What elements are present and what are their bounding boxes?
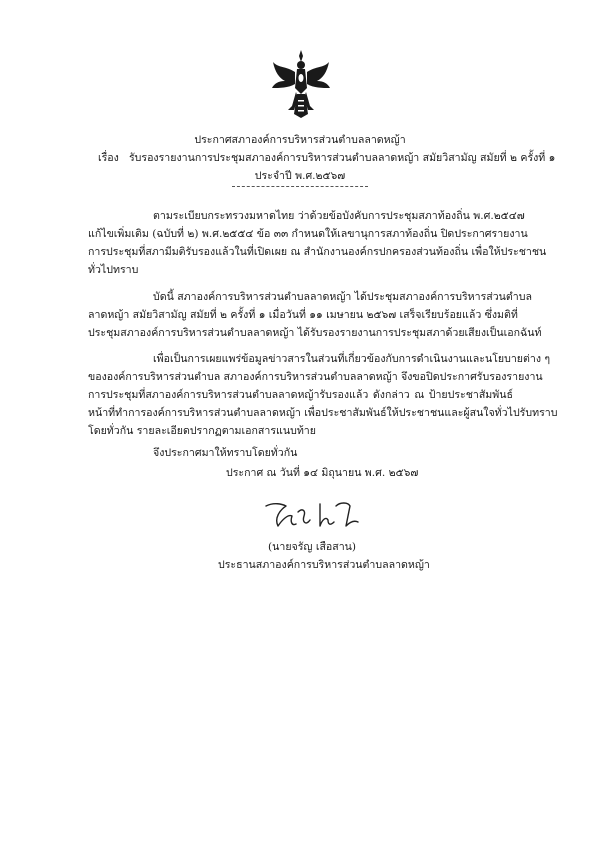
paragraph-1-line-1: ตามระเบียบกระทรวงมหาดไทย ว่าด้วยข้อบังคับการประชุมสภาท้องถิ่น พ.ศ.๒๕๔๗ [153,210,525,222]
paragraph-3-line-4: หน้าที่ทำการองค์การบริหารส่วนตำบลลาดหญ้า เพื่อประชาสัมพันธ์ให้ประชาชนและผู้สนใจทั่วไปรับทราบ [88,407,558,419]
paragraph-1-line-3: การประชุมที่สภามีมติรับรองแล้วในที่เปิดเผย ณ สำนักงานองค์กรปกครองส่วนท้องถิ่น เพื่อให้ประชาชน [88,246,547,258]
subject-label: เรื่อง [98,152,119,164]
closing-line: จึงประกาศมาให้ทราบโดยทั่วกัน [153,447,298,459]
announcement-date: ประกาศ ณ วันที่ ๑๔ มิถุนายน พ.ศ. ๒๕๖๗ [226,467,419,479]
subject-text: รับรองรายงานการประชุมสภาองค์การบริหารส่วนตำบลลาดหญ้า สมัยวิสามัญ สมัยที่ ๒ ครั้งที่ ๑ [128,152,556,164]
paragraph-2-line-3: ประชุมสภาองค์การบริหารส่วนตำบลลาดหญ้า ได้รับรองรายงานการประชุมสภาด้วยเสียงเป็นเอกฉันท์ [88,327,542,339]
signer-position: ประธานสภาองค์การบริหารส่วนตำบลลาดหญ้า [218,559,430,571]
announcement-title: ประกาศสภาองค์การบริหารส่วนตำบลลาดหญ้า [194,134,406,146]
paragraph-3-line-3: การประชุมที่สภาองค์การบริหารส่วนตำบลลาดหญ้ารับรองแล้ว ดังกล่าว ณ ป้ายประชาสัมพันธ์ [88,389,513,401]
handwritten-signature [262,496,362,536]
header-divider [232,186,368,187]
paragraph-1-line-2: แก้ไขเพิ่มเติม (ฉบับที่ ๒) พ.ศ.๒๕๕๔ ข้อ ๓๓ กำหนดให้เลขานุการสภาท้องถิ่น ปิดประกาศรายงาน [88,228,528,240]
subject-line [98,151,555,165]
paragraph-3-line-2: ขององค์การบริหารส่วนตำบล สภาองค์การบริหารส่วนตำบลลาดหญ้า จึงขอปิดประกาศรับรองรายงาน [88,371,543,383]
paragraph-2-line-2: ลาดหญ้า สมัยวิสามัญ สมัยที่ ๒ ครั้งที่ ๑ เมื่อวันที่ ๑๑ เมษายน ๒๕๖๗ เสร็จเรียบร้อยแล้ว ซึ่งมติที่ [88,309,518,321]
fiscal-year: ประจำปี พ.ศ.๒๕๖๗ [254,170,346,182]
paragraph-3-line-5: โดยทั่วกัน รายละเอียดปรากฏตามเอกสารแนบท้าย [88,425,316,437]
signer-name: (นายจรัญ เสือสาน) [268,541,357,553]
paragraph-3-line-1: เพื่อเป็นการเผยแพร่ข้อมูลข่าวสารในส่วนที่เกี่ยวข้องกับการดำเนินงานและนโยบายต่าง ๆ [153,353,551,365]
paragraph-2-line-1: บัดนี้ สภาองค์การบริหารส่วนตำบลลาดหญ้า ได้ประชุมสภาองค์การบริหารส่วนตำบล [153,291,532,303]
garuda-emblem-icon [270,48,332,120]
paragraph-1-line-4: ทั่วไปทราบ [88,264,139,276]
